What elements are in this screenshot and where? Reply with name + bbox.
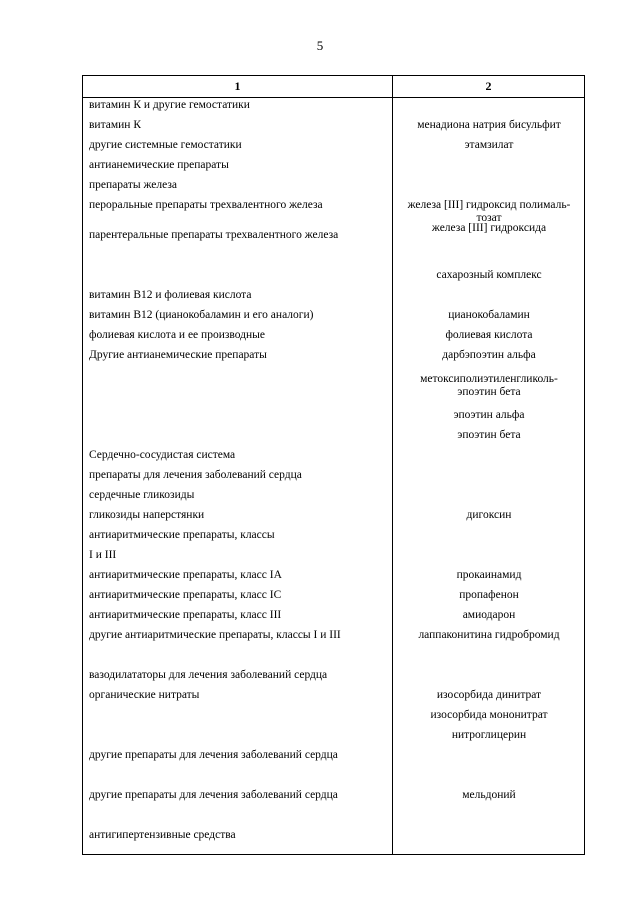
row-drug-name: дигоксин xyxy=(466,509,512,521)
row-category: гликозиды наперстянки xyxy=(89,509,205,521)
row-category: органические нитраты xyxy=(89,689,200,701)
row-drug-name: тозат xyxy=(476,212,502,224)
row-category: витамин К и другие гемостатики xyxy=(89,99,250,111)
row-category: витамин В12 и фолиевая кислота xyxy=(89,289,252,301)
row-category: сердечные гликозиды xyxy=(89,489,195,501)
row-drug-name: изосорбида мононитрат xyxy=(430,709,548,721)
header-divider xyxy=(83,97,584,98)
row-drug-name: изосорбида динитрат xyxy=(436,689,542,701)
row-category: антиаритмические препараты, класс IC xyxy=(89,589,282,601)
row-category: другие препараты для лечения заболеваний сердца xyxy=(89,749,338,761)
row-drug-name: эпоэтин бета xyxy=(457,386,521,398)
row-drug-name: этамзилат xyxy=(464,139,514,151)
row-drug-name: метоксиполиэтиленгликоль- xyxy=(420,373,558,385)
row-category: парентеральные препараты трехвалентного железа xyxy=(89,229,339,241)
row-category: другие антиаритмические препараты, классы I и III xyxy=(89,629,341,641)
row-category: антиаритмические препараты, класс III xyxy=(89,609,282,621)
row-drug-name: менадиона натрия бисульфит xyxy=(417,119,561,131)
row-category: I и III xyxy=(89,549,117,561)
row-category: препараты железа xyxy=(89,179,177,191)
row-category: другие препараты для лечения заболеваний сердца xyxy=(89,789,338,801)
row-drug-name: железа [III] гидроксида xyxy=(431,222,547,234)
row-category: витамин В12 (цианокобаламин и его аналоги) xyxy=(89,309,314,321)
row-category: пероральные препараты трехвалентного железа xyxy=(89,199,323,211)
row-drug-name: фолиевая кислота xyxy=(445,329,533,341)
row-drug-name: эпоэтин бета xyxy=(457,429,521,441)
row-category: антиаритмические препараты, классы xyxy=(89,529,275,541)
row-drug-name: нитроглицерин xyxy=(451,729,527,741)
page-number: 5 xyxy=(316,38,324,53)
column-header-1: 1 xyxy=(234,79,241,93)
row-category: Сердечно-сосудистая система xyxy=(89,449,236,461)
column-divider xyxy=(392,76,393,854)
row-category: витамин К xyxy=(89,119,141,131)
row-category: антианемические препараты xyxy=(89,159,229,171)
row-drug-name: мельдоний xyxy=(462,789,516,801)
row-drug-name: цианокобаламин xyxy=(448,309,530,321)
row-category: Другие антианемические препараты xyxy=(89,349,267,361)
row-drug-name: пропафенон xyxy=(459,589,519,601)
row-category: другие системные гемостатики xyxy=(89,139,242,151)
row-drug-name: прокаинамид xyxy=(456,569,522,581)
row-drug-name: амиодарон xyxy=(462,609,516,621)
row-category: фолиевая кислота и ее производные xyxy=(89,329,265,341)
row-category: антигипертензивные средства xyxy=(89,829,236,841)
row-category: антиаритмические препараты, класс IA xyxy=(89,569,282,581)
drug-table xyxy=(82,75,585,855)
row-category: препараты для лечения заболеваний сердца xyxy=(89,469,302,481)
row-drug-name: дарбэпоэтин альфа xyxy=(442,349,536,361)
column-header-2: 2 xyxy=(485,79,492,93)
row-drug-name: лаппаконитина гидробромид xyxy=(418,629,560,641)
row-drug-name: эпоэтин альфа xyxy=(453,409,525,421)
row-category: вазодилататоры для лечения заболеваний сердца xyxy=(89,669,328,681)
row-drug-name: сахарозный комплекс xyxy=(436,269,542,281)
row-drug-name: железа [III] гидроксид полималь- xyxy=(407,199,571,211)
